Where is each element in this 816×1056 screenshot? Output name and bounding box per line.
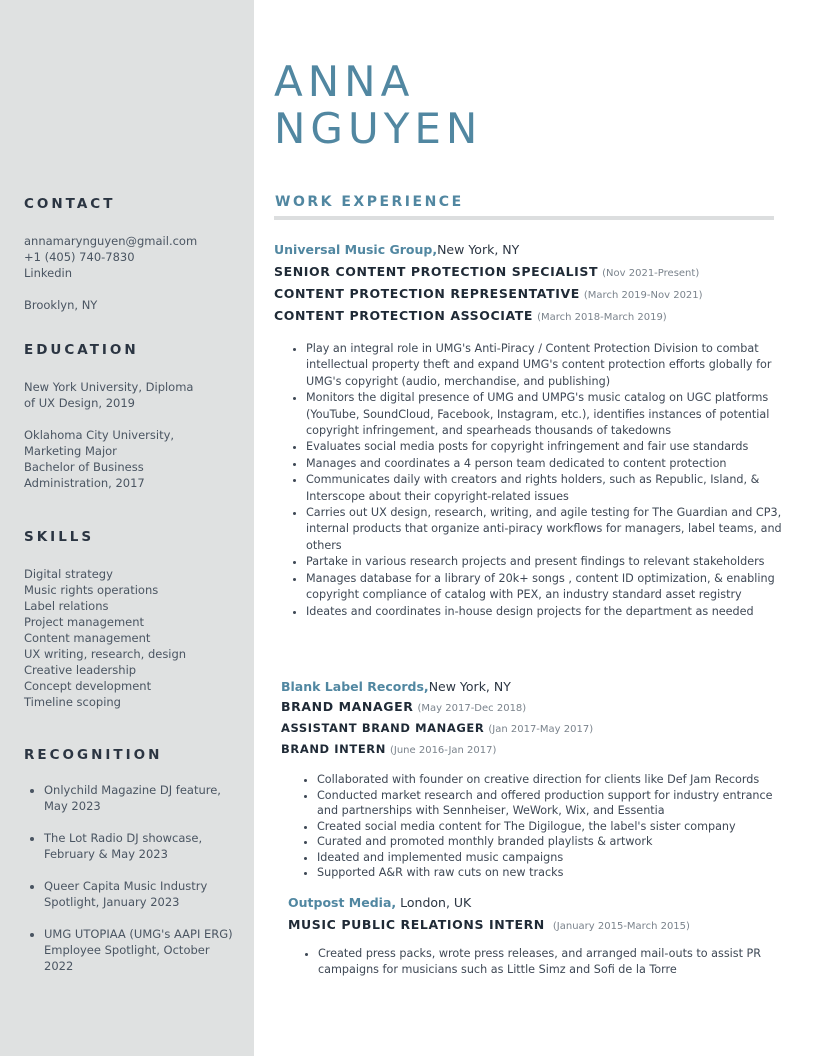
education-line: New York University, Diploma — [24, 380, 194, 394]
skill-item: Digital strategy — [24, 567, 113, 581]
company-line — [288, 895, 786, 911]
recognition-item: • The Lot Radio DJ showcase, February & May 2023 — [44, 830, 239, 862]
bullet-item: • Created social media content for The Digilogue, the label's sister company — [317, 819, 786, 835]
education-heading: EDUCATION — [24, 342, 139, 358]
bullet-item: • Supported A&R with raw cuts on new tracks — [317, 865, 786, 881]
company-name: Universal Music Group, — [274, 242, 438, 257]
skill-item: Music rights operations — [24, 583, 159, 597]
education-line: of UX Design, 2019 — [24, 396, 135, 410]
contact-linkedin[interactable]: Linkedin — [24, 266, 72, 280]
bullet-item: • Partake in various research projects and present findings to relevant stakeholders — [306, 554, 786, 570]
contact-section — [24, 196, 239, 313]
job-umg — [274, 242, 786, 620]
role-dates: (May 2017-Dec 2018) — [417, 703, 527, 714]
education-lines — [24, 379, 239, 491]
recognition-item: • Onlychild Magazine DJ feature, May 2023 — [44, 782, 239, 814]
contact-email[interactable]: annamarynguyen@gmail.com — [24, 234, 198, 248]
job-bullets — [297, 772, 786, 881]
last-name: NGUYEN — [274, 104, 483, 153]
sidebar — [0, 0, 254, 1056]
recognition-section — [24, 747, 239, 990]
role-row — [274, 283, 786, 305]
company-location: New York, NY — [437, 242, 520, 257]
role-row — [274, 305, 786, 327]
recognition-item: • Queer Capita Music Industry Spotlight, January 2023 — [44, 878, 239, 910]
bullet-item: • Conducted market research and offered production support for industry entrance and partnerships with Sennheiser, WeWork, Wix, and Essentia — [317, 788, 786, 819]
contact-heading: CONTACT — [24, 196, 116, 212]
role-row — [281, 718, 786, 739]
company-location: New York, NY — [428, 679, 511, 694]
section-divider — [274, 216, 774, 220]
recognition-item: • UMG UTOPIAA (UMG's AAPI ERG) Employee Spotlight, October 2022 — [44, 926, 239, 974]
bullet-item: • Ideates and coordinates in-house design projects for the department as needed — [306, 604, 786, 620]
bullet-item: • Created press packs, wrote press releases, and arranged mail-outs to assist PR campaigns for musicians such as Little Simz and Sofi de la Torre — [318, 946, 786, 979]
company-name: Blank Label Records, — [281, 679, 429, 694]
role-row — [288, 914, 786, 936]
skill-item: UX writing, research, design — [24, 647, 187, 661]
company-line — [281, 679, 786, 695]
work-experience-heading: WORK EXPERIENCE — [275, 194, 464, 210]
bullet-item: • Manages database for a library of 20k+ songs , content ID optimization, & enabling copyright compliance of catalog with PEX, an industry standard asset registry — [306, 571, 786, 604]
job-bullets — [298, 946, 786, 979]
job-bullets — [286, 341, 786, 620]
education-line: Administration, 2017 — [24, 476, 145, 490]
bullet-item: • Ideated and implemented music campaigns — [317, 850, 786, 866]
skills-section — [24, 529, 239, 710]
education-line: Bachelor of Business — [24, 460, 144, 474]
job-blank-label — [281, 679, 786, 881]
role-row — [274, 261, 786, 283]
bullet-item: • Monitors the digital presence of UMG and UMPG's music catalog on UGC platforms (YouTube, SoundCloud, Facebook, Instagram, etc.), identifies instances of potential copyright infringement, and spearheads thousands of takedowns — [306, 390, 786, 439]
skill-item: Timeline scoping — [24, 695, 121, 709]
role-dates: (March 2019-Nov 2021) — [583, 290, 703, 301]
education-section — [24, 342, 239, 491]
company-name: Outpost Media, — [288, 895, 397, 910]
bullet-item: • Play an integral role in UMG's Anti-Piracy / Content Protection Division to combat intellectual property theft and expand UMG's content protection efforts globally for UMG's copyright (audio, merchandise, and publishing) — [306, 341, 786, 390]
skill-item: Content management — [24, 631, 151, 645]
recognition-heading: RECOGNITION — [24, 747, 163, 763]
role-dates: (Nov 2021-Present) — [602, 268, 700, 279]
role-title: MUSIC PUBLIC RELATIONS INTERN — [288, 917, 545, 932]
role-row — [281, 697, 786, 718]
skill-item: Concept development — [24, 679, 152, 693]
education-line: Oklahoma City University, — [24, 428, 175, 442]
roles — [274, 261, 786, 327]
first-name: ANNA — [274, 57, 415, 106]
company-line — [274, 242, 786, 258]
role-title: ASSISTANT BRAND MANAGER — [281, 721, 485, 735]
skill-item: Creative leadership — [24, 663, 137, 677]
role-title: CONTENT PROTECTION REPRESENTATIVE — [274, 286, 580, 301]
role-title: BRAND INTERN — [281, 742, 386, 756]
bullet-item: • Curated and promoted monthly branded playlists & artwork — [317, 834, 786, 850]
bullet-item: • Communicates daily with creators and rights holders, such as Republic, Island, & Interscope about their copyright-related issues — [306, 472, 786, 505]
bullet-item: • Manages and coordinates a 4 person team dedicated to content protection — [306, 456, 786, 472]
roles — [281, 697, 786, 760]
contact-lines — [24, 233, 239, 313]
role-title: CONTENT PROTECTION ASSOCIATE — [274, 308, 534, 323]
skill-item: Project management — [24, 615, 145, 629]
roles — [288, 914, 786, 936]
role-dates: (March 2018-March 2019) — [537, 312, 667, 323]
bullet-item: • Evaluates social media posts for copyright infringement and fair use standards — [306, 439, 786, 455]
skill-item: Label relations — [24, 599, 109, 613]
role-title: SENIOR CONTENT PROTECTION SPECIALIST — [274, 264, 599, 279]
bullet-item: • Collaborated with founder on creative direction for clients like Def Jam Records — [317, 772, 786, 788]
recognition-list — [24, 782, 239, 974]
candidate-name — [274, 58, 482, 152]
role-dates: (Jan 2017-May 2017) — [488, 724, 594, 735]
job-outpost-media — [288, 895, 786, 979]
role-dates: (January 2015-March 2015) — [552, 921, 690, 932]
contact-phone[interactable]: +1 (405) 740-7830 — [24, 250, 135, 264]
role-row — [281, 739, 786, 760]
contact-location: Brooklyn, NY — [24, 298, 98, 312]
skills-heading: SKILLS — [24, 529, 95, 545]
bullet-item: • Carries out UX design, research, writing, and agile testing for The Guardian and CP3, internal products that organize anti-piracy workflows for managers, label teams, and others — [306, 505, 786, 554]
role-dates: (June 2016-Jan 2017) — [389, 745, 497, 756]
role-title: BRAND MANAGER — [281, 699, 414, 714]
company-location: London, UK — [400, 895, 472, 910]
education-line: Marketing Major — [24, 444, 117, 458]
skills-list — [24, 566, 239, 710]
